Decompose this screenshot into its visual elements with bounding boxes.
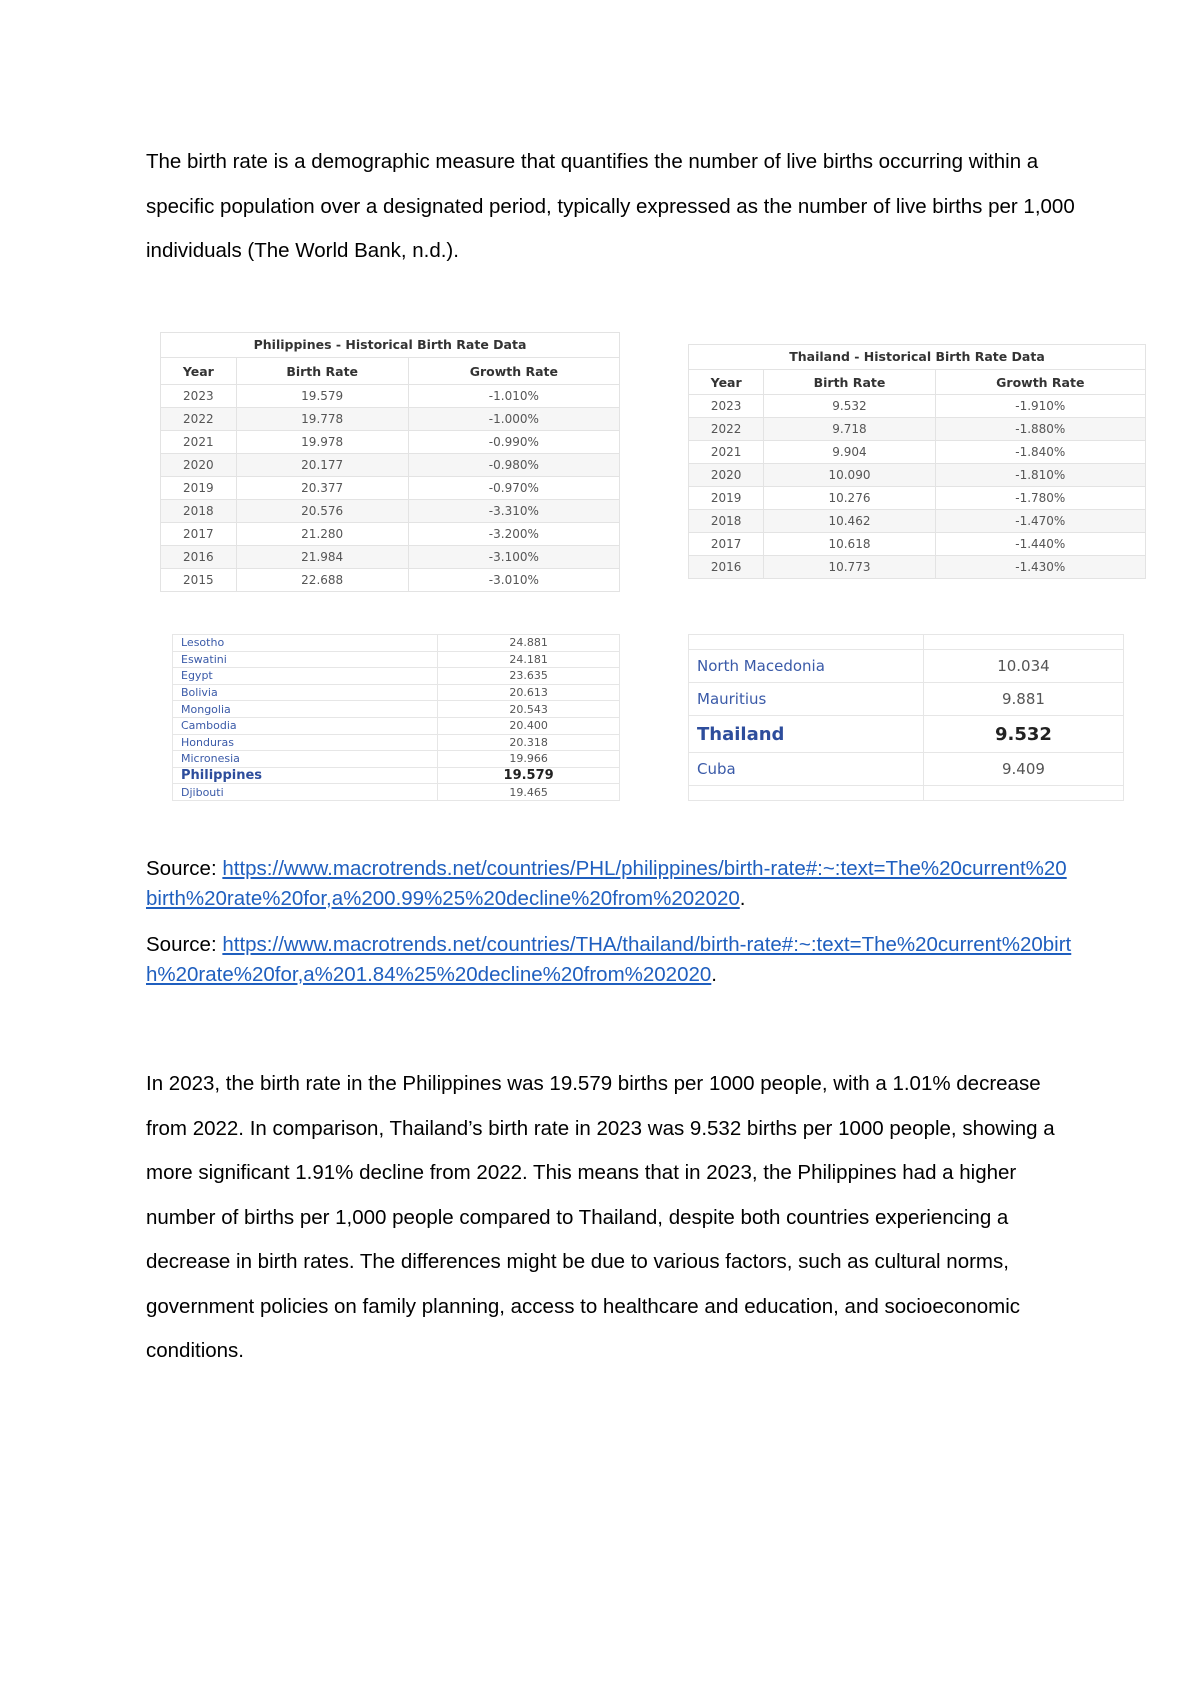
table-row: 2015 22.688 -3.010% [161, 569, 620, 592]
column-header-birth-rate: Birth Rate [236, 358, 408, 385]
table-row-cut [689, 786, 1124, 801]
philippines-birth-rate-table [160, 332, 620, 592]
table-row: 2020 20.177 -0.980% [161, 454, 620, 477]
intro-paragraph: The birth rate is a demographic measure that quantifies the number of live births occurring within a specific population over a designated period, typically expressed as the number of live births per 1,000 individuals (The World Bank, n.d.). [146, 150, 1075, 262]
table-row: Cambodia 20.400 [173, 717, 620, 734]
table-row: 2016 10.773 -1.430% [689, 556, 1146, 579]
highlighted-row-thailand: Thailand 9.532 [689, 716, 1124, 753]
table-row-cut [689, 635, 1124, 650]
column-header-year: Year [161, 358, 237, 385]
source-philippines [146, 854, 1076, 914]
column-header-year: Year [689, 370, 764, 395]
philippines-table-title: Philippines - Historical Birth Rate Data [160, 332, 620, 357]
table-row: 2021 9.904 -1.840% [689, 441, 1146, 464]
highlighted-row-philippines: Philippines 19.579 [173, 767, 620, 784]
column-header-birth-rate: Birth Rate [764, 370, 935, 395]
table-row: Micronesia 19.966 [173, 751, 620, 768]
table-row: 2016 21.984 -3.100% [161, 546, 620, 569]
table-row: Lesotho 24.881 [173, 635, 620, 652]
source-thailand [146, 930, 1076, 990]
thailand-birth-rate-table-image [688, 344, 1146, 579]
table-row: 2019 20.377 -0.970% [161, 477, 620, 500]
philippines-ranking-table [172, 634, 620, 801]
table-row: 2017 21.280 -3.200% [161, 523, 620, 546]
source-trailing-period: . [711, 963, 717, 986]
table-row: Mongolia 20.543 [173, 701, 620, 718]
table-row: 2023 19.579 -1.010% [161, 385, 620, 408]
table-row: 2022 9.718 -1.880% [689, 418, 1146, 441]
thailand-ranking-table [688, 634, 1124, 801]
table-row: 2017 10.618 -1.440% [689, 533, 1146, 556]
table-row: 2018 20.576 -3.310% [161, 500, 620, 523]
table-row: Bolivia 20.613 [173, 684, 620, 701]
table-row: North Macedonia 10.034 [689, 650, 1124, 683]
table-row: 2018 10.462 -1.470% [689, 510, 1146, 533]
table-row: Eswatini 24.181 [173, 651, 620, 668]
philippines-birth-rate-table-image [160, 332, 620, 587]
column-header-growth-rate: Growth Rate [935, 370, 1145, 395]
table-row: 2022 19.778 -1.000% [161, 408, 620, 431]
source-trailing-period: . [739, 887, 746, 910]
thailand-table-title: Thailand - Historical Birth Rate Data [688, 344, 1146, 369]
source-label: Source: [146, 933, 223, 956]
source-label: Source: [146, 857, 223, 880]
column-header-growth-rate: Growth Rate [408, 358, 619, 385]
analysis-paragraph: In 2023, the birth rate in the Philippines was 19.579 births per 1000 people, with a 1.01% decrease from 2022. In comparison, Thailand’s birth rate in 2023 was 9.532 births per 1000 people, showing a more significant 1.91% decline from 2022. This means that in 2023, the Philippines had a higher number of births per 1,000 people compared to Thailand, despite both countries experiencing a decrease in birth rates. The differences might be due to various factors, such as cultural norms, government policies on family planning, access to healthcare and education, and socioeconomic conditions. [146, 1072, 1055, 1362]
table-row: 2023 9.532 -1.910% [689, 395, 1146, 418]
source-link-thailand[interactable]: https://www.macrotrends.net/countries/THA/thailand/birth-rate#:~:text=The%20current%20birth%20rate%20for,a%201.84%25%20decline%20from%202020 [146, 933, 1072, 986]
table-row: Honduras 20.318 [173, 734, 620, 751]
table-row: Mauritius 9.881 [689, 683, 1124, 716]
table-row: 2021 19.978 -0.990% [161, 431, 620, 454]
table-row: Cuba 9.409 [689, 753, 1124, 786]
thailand-ranking-image [688, 634, 1124, 810]
table-row: 2019 10.276 -1.780% [689, 487, 1146, 510]
table-row: Egypt 23.635 [173, 668, 620, 685]
table-row: 2020 10.090 -1.810% [689, 464, 1146, 487]
source-link-philippines[interactable]: https://www.macrotrends.net/countries/PHL/philippines/birth-rate#:~:text=The%20current%20birth%20rate%20for,a%200.99%25%20decline%20from%202020 [146, 857, 1067, 910]
philippines-ranking-image [172, 634, 620, 810]
thailand-birth-rate-table [688, 344, 1146, 579]
table-row: Djibouti 19.465 [173, 784, 620, 801]
